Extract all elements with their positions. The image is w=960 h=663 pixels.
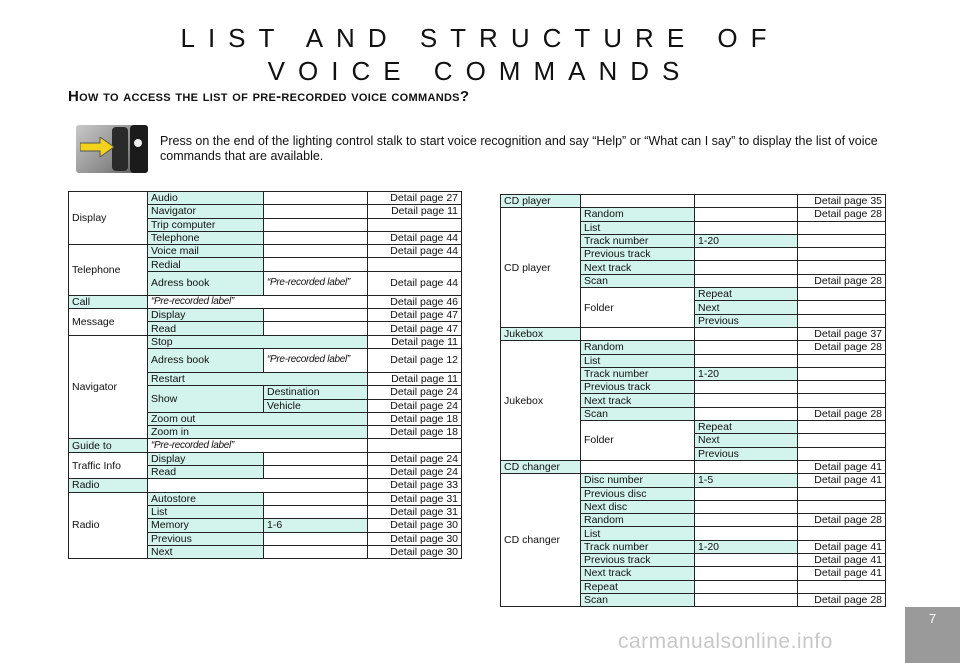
table-cell: Detail page 24 bbox=[368, 452, 462, 465]
table-cell bbox=[264, 452, 368, 465]
table-cell bbox=[798, 447, 886, 460]
table-cell: Detail page 44 bbox=[368, 245, 462, 258]
table-row bbox=[501, 341, 886, 354]
table-cell bbox=[695, 248, 798, 261]
table-cell: Read bbox=[148, 322, 264, 335]
table-cell: Repeat bbox=[695, 421, 798, 434]
table-cell: Radio bbox=[69, 492, 148, 558]
table-cell: Next track bbox=[581, 261, 695, 274]
table-row bbox=[501, 327, 886, 340]
table-cell bbox=[264, 466, 368, 479]
table-cell bbox=[695, 487, 798, 500]
table-cell: Detail page 28 bbox=[798, 514, 886, 527]
table-cell bbox=[695, 527, 798, 540]
table-cell: Scan bbox=[581, 274, 695, 287]
table-cell: “Pre-recorded label” bbox=[264, 271, 368, 295]
table-row bbox=[69, 492, 462, 505]
table-cell: Folder bbox=[581, 421, 695, 461]
table-cell: Display bbox=[148, 309, 264, 322]
table-cell bbox=[695, 341, 798, 354]
table-row bbox=[69, 452, 462, 465]
table-cell: Detail page 11 bbox=[368, 335, 462, 348]
table-cell: Adress book bbox=[148, 348, 264, 372]
section-heading: How to access the list of pre-recorded voice commands? bbox=[68, 88, 470, 105]
table-cell bbox=[798, 288, 886, 301]
voice-commands-table-right bbox=[500, 194, 886, 607]
table-cell: “Pre-recorded label” bbox=[148, 295, 368, 308]
table-cell bbox=[264, 322, 368, 335]
table-cell bbox=[581, 460, 695, 473]
watermark: carmanualsonline.info bbox=[618, 630, 833, 653]
table-cell: CD changer bbox=[501, 460, 581, 473]
table-cell: Detail page 47 bbox=[368, 322, 462, 335]
table-cell bbox=[264, 245, 368, 258]
table-cell: Previous disc bbox=[581, 487, 695, 500]
table-cell: CD player bbox=[501, 208, 581, 328]
table-cell bbox=[798, 434, 886, 447]
table-cell: Scan bbox=[581, 407, 695, 420]
table-cell bbox=[798, 580, 886, 593]
table-row bbox=[69, 192, 462, 205]
table-cell: Track number bbox=[581, 540, 695, 553]
table-cell: Next track bbox=[581, 394, 695, 407]
table-cell: 1-20 bbox=[695, 540, 798, 553]
table-cell: Zoom out bbox=[148, 412, 368, 425]
table-cell: 1-20 bbox=[695, 367, 798, 380]
table-cell: Audio bbox=[148, 192, 264, 205]
table-cell: Vehicle bbox=[264, 399, 368, 412]
table-cell: Detail page 11 bbox=[368, 372, 462, 385]
table-cell bbox=[368, 258, 462, 271]
table-cell bbox=[264, 532, 368, 545]
table-cell: Detail page 30 bbox=[368, 519, 462, 532]
table-cell bbox=[695, 500, 798, 513]
table-cell bbox=[264, 309, 368, 322]
table-cell bbox=[695, 381, 798, 394]
table-cell: Detail page 31 bbox=[368, 492, 462, 505]
table-cell: Call bbox=[69, 295, 148, 308]
table-cell bbox=[264, 218, 368, 231]
table-cell bbox=[695, 394, 798, 407]
table-cell bbox=[695, 514, 798, 527]
table-cell: Track number bbox=[581, 367, 695, 380]
table-cell: Message bbox=[69, 309, 148, 336]
table-cell bbox=[695, 274, 798, 287]
table-cell bbox=[695, 261, 798, 274]
table-row bbox=[501, 208, 886, 221]
table-cell: Voice mail bbox=[148, 245, 264, 258]
yellow-arrow-icon bbox=[80, 137, 114, 157]
table-cell: Previous track bbox=[581, 554, 695, 567]
table-cell: “Pre-recorded label” bbox=[148, 439, 368, 452]
table-cell: List bbox=[581, 354, 695, 367]
table-cell: Detail page 37 bbox=[798, 327, 886, 340]
table-cell: Jukebox bbox=[501, 327, 581, 340]
table-cell: Random bbox=[581, 208, 695, 221]
table-cell bbox=[368, 218, 462, 231]
table-cell: Previous track bbox=[581, 381, 695, 394]
table-cell: Detail page 12 bbox=[368, 348, 462, 372]
table-cell bbox=[798, 487, 886, 500]
table-cell: Detail page 28 bbox=[798, 341, 886, 354]
table-cell bbox=[264, 492, 368, 505]
table-cell bbox=[581, 195, 695, 208]
table-cell bbox=[798, 248, 886, 261]
table-cell: Previous track bbox=[581, 248, 695, 261]
table-row bbox=[69, 295, 462, 308]
table-cell bbox=[798, 500, 886, 513]
table-cell: Detail page 27 bbox=[368, 192, 462, 205]
table-cell bbox=[264, 505, 368, 518]
table-cell: Stop bbox=[148, 335, 368, 348]
table-cell bbox=[798, 421, 886, 434]
table-cell bbox=[695, 221, 798, 234]
table-cell: Detail page 46 bbox=[368, 295, 462, 308]
table-cell bbox=[798, 314, 886, 327]
table-cell: Detail page 41 bbox=[798, 474, 886, 487]
table-cell bbox=[798, 354, 886, 367]
table-cell bbox=[798, 394, 886, 407]
table-cell: Previous bbox=[148, 532, 264, 545]
table-cell: Next track bbox=[581, 567, 695, 580]
table-cell: Detail page 28 bbox=[798, 407, 886, 420]
table-cell: Repeat bbox=[695, 288, 798, 301]
table-cell: Restart bbox=[148, 372, 368, 385]
table-cell: Telephone bbox=[148, 231, 264, 244]
table-cell: Next bbox=[695, 434, 798, 447]
table-row bbox=[501, 460, 886, 473]
table-row bbox=[69, 245, 462, 258]
table-cell bbox=[695, 327, 798, 340]
table-cell bbox=[798, 367, 886, 380]
table-cell bbox=[148, 479, 368, 492]
table-cell: 1-5 bbox=[695, 474, 798, 487]
lighting-stalk-illustration-icon bbox=[76, 125, 148, 173]
table-cell: Detail page 30 bbox=[368, 545, 462, 558]
table-cell: Repeat bbox=[581, 580, 695, 593]
table-cell: CD changer bbox=[501, 474, 581, 607]
table-cell: Random bbox=[581, 341, 695, 354]
table-cell bbox=[695, 580, 798, 593]
instruction-text: Press on the end of the lighting control stalk to start voice recognition and say “Help” or “What can I say” to display the list of voice commands that are available. bbox=[160, 134, 878, 163]
table-row bbox=[69, 309, 462, 322]
table-cell bbox=[264, 545, 368, 558]
table-cell: Detail page 30 bbox=[368, 532, 462, 545]
table-cell: 1-20 bbox=[695, 234, 798, 247]
voice-commands-table-left bbox=[68, 191, 462, 559]
table-cell bbox=[798, 221, 886, 234]
table-cell: Detail page 41 bbox=[798, 460, 886, 473]
table-row bbox=[69, 439, 462, 452]
table-cell: Detail page 28 bbox=[798, 208, 886, 221]
table-cell: CD player bbox=[501, 195, 581, 208]
table-cell bbox=[695, 460, 798, 473]
table-cell bbox=[695, 208, 798, 221]
page-number-tab: 7 bbox=[905, 607, 960, 663]
table-cell: Scan bbox=[581, 593, 695, 606]
table-cell: List bbox=[581, 221, 695, 234]
table-cell bbox=[695, 554, 798, 567]
table-cell bbox=[368, 439, 462, 452]
table-cell: Detail page 47 bbox=[368, 309, 462, 322]
table-cell bbox=[798, 234, 886, 247]
table-cell: Detail page 44 bbox=[368, 271, 462, 295]
table-cell: Disc number bbox=[581, 474, 695, 487]
table-cell bbox=[695, 195, 798, 208]
table-cell bbox=[695, 354, 798, 367]
table-cell bbox=[695, 407, 798, 420]
table-cell: Trip computer bbox=[148, 218, 264, 231]
page-title: LIST AND STRUCTURE OF VOICE COMMANDS bbox=[180, 23, 780, 86]
table-cell bbox=[264, 192, 368, 205]
table-cell: Guide to bbox=[69, 439, 148, 452]
table-cell: Detail page 24 bbox=[368, 466, 462, 479]
table-cell: Display bbox=[148, 452, 264, 465]
table-cell: Detail page 28 bbox=[798, 274, 886, 287]
table-cell bbox=[798, 527, 886, 540]
table-cell: Folder bbox=[581, 288, 695, 328]
table-cell bbox=[264, 258, 368, 271]
table-cell: Memory bbox=[148, 519, 264, 532]
table-cell: Detail page 41 bbox=[798, 540, 886, 553]
table-row bbox=[69, 335, 462, 348]
table-cell: Detail page 18 bbox=[368, 426, 462, 439]
table-row bbox=[501, 474, 886, 487]
table-cell: Navigator bbox=[148, 205, 264, 218]
table-cell bbox=[798, 301, 886, 314]
table-cell: Next bbox=[148, 545, 264, 558]
table-cell: Radio bbox=[69, 479, 148, 492]
table-cell: “Pre-recorded label” bbox=[264, 348, 368, 372]
table-row bbox=[69, 479, 462, 492]
table-cell: Detail page 41 bbox=[798, 567, 886, 580]
table-cell: Detail page 18 bbox=[368, 412, 462, 425]
table-cell: Previous bbox=[695, 314, 798, 327]
table-cell: Navigator bbox=[69, 335, 148, 439]
table-cell: Display bbox=[69, 192, 148, 245]
table-cell: Previous bbox=[695, 447, 798, 460]
table-cell: Destination bbox=[264, 386, 368, 399]
table-cell: Track number bbox=[581, 234, 695, 247]
table-cell: Detail page 24 bbox=[368, 386, 462, 399]
table-cell: Detail page 24 bbox=[368, 399, 462, 412]
table-cell bbox=[695, 567, 798, 580]
table-cell: Autostore bbox=[148, 492, 264, 505]
table-cell: Detail page 33 bbox=[368, 479, 462, 492]
table-cell: List bbox=[148, 505, 264, 518]
table-cell: Detail page 35 bbox=[798, 195, 886, 208]
table-cell: Next disc bbox=[581, 500, 695, 513]
table-cell: Next bbox=[695, 301, 798, 314]
table-cell bbox=[798, 261, 886, 274]
table-cell bbox=[264, 205, 368, 218]
table-cell: Redial bbox=[148, 258, 264, 271]
table-cell: Detail page 31 bbox=[368, 505, 462, 518]
table-cell: Traffic Info bbox=[69, 452, 148, 479]
table-cell bbox=[695, 593, 798, 606]
table-row bbox=[501, 195, 886, 208]
table-cell: Random bbox=[581, 514, 695, 527]
table-cell: Detail page 11 bbox=[368, 205, 462, 218]
table-cell bbox=[798, 381, 886, 394]
table-cell: Adress book bbox=[148, 271, 264, 295]
table-cell: Jukebox bbox=[501, 341, 581, 461]
table-cell: Telephone bbox=[69, 245, 148, 296]
table-cell: List bbox=[581, 527, 695, 540]
table-cell bbox=[581, 327, 695, 340]
table-cell: Detail page 41 bbox=[798, 554, 886, 567]
table-cell: Zoom in bbox=[148, 426, 368, 439]
table-cell: Read bbox=[148, 466, 264, 479]
table-cell bbox=[264, 231, 368, 244]
table-cell: Detail page 28 bbox=[798, 593, 886, 606]
table-cell: Show bbox=[148, 386, 264, 413]
table-cell: 1-6 bbox=[264, 519, 368, 532]
table-cell: Detail page 44 bbox=[368, 231, 462, 244]
